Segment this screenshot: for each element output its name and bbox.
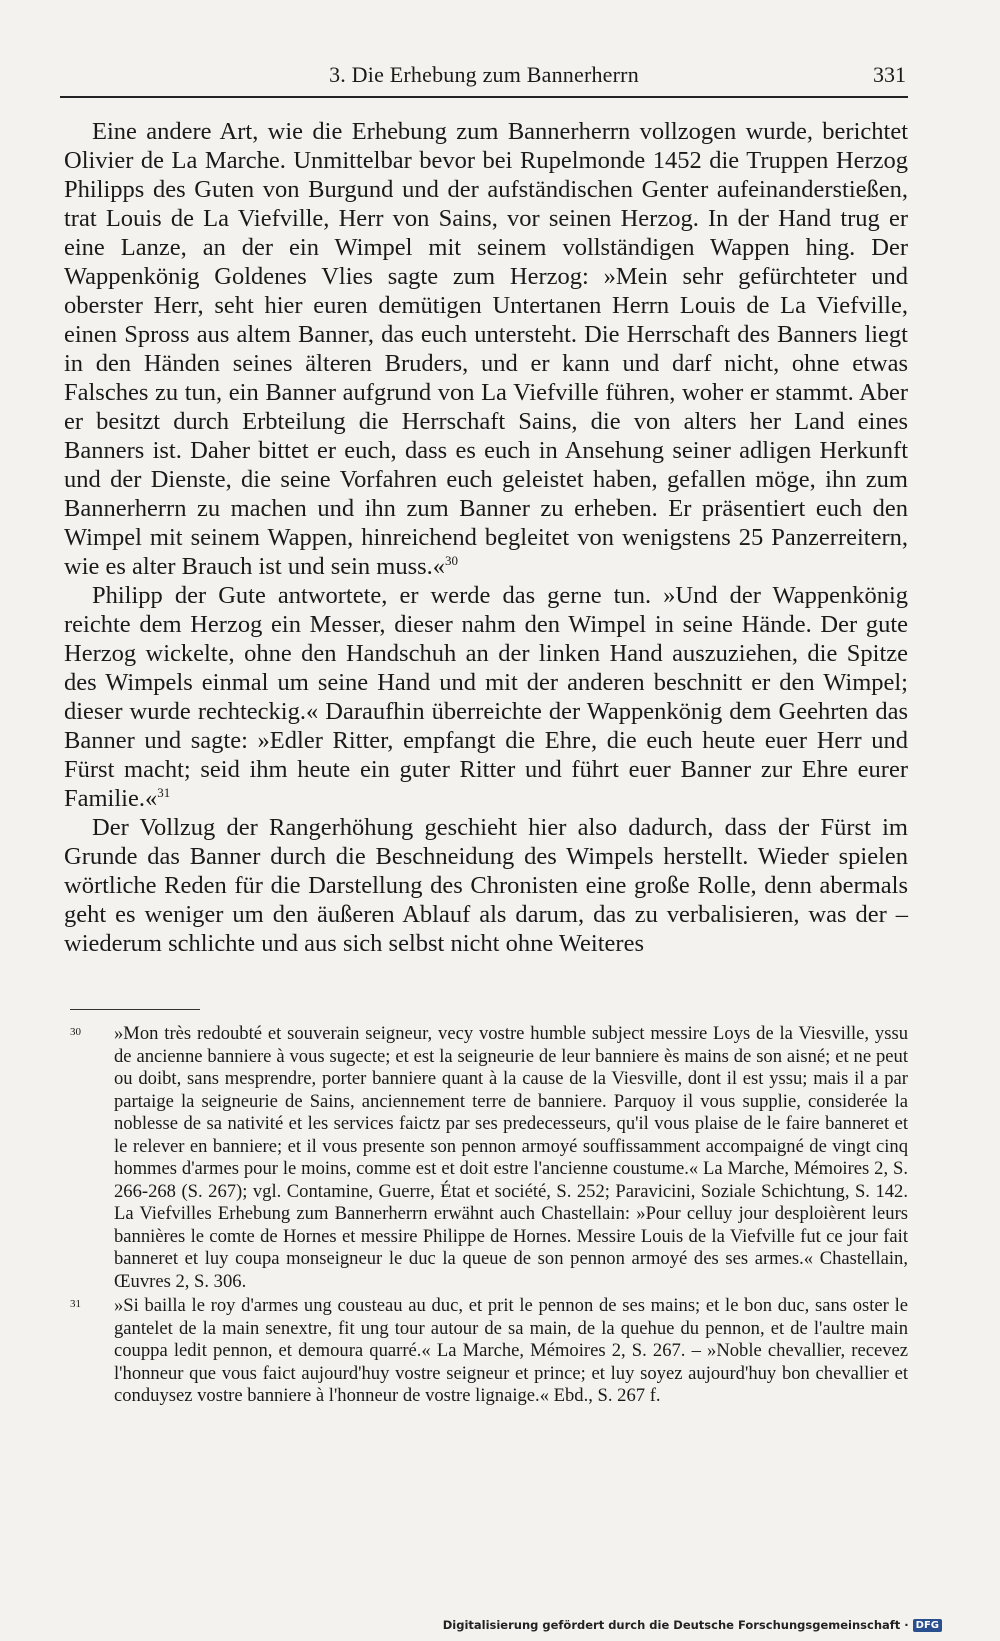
footnote [70,1023,908,1293]
footnote [70,1295,908,1408]
paragraph-text: Der Vollzug der Rangerhöhung geschieht hier also dadurch, dass der Fürst im Grunde das Banner durch die Beschneidung des Wimpels herstellt. Wieder spielen wörtliche Reden für die Darstellung des Chronisten eine große Rolle, denn abermals geht es weniger um den äußeren Ablauf als darum, das zu verbalisieren, was der – wiederum schlichte und aus sich selbst nicht ohne Weiteres [64,814,908,957]
chapter-title: 3. Die Erhebung zum Bannerherrn [329,62,639,87]
page-number: 331 [873,62,906,87]
credit-text: Digitalisierung gefördert durch die Deutsche Forschungsgemeinschaft · [442,1618,909,1632]
paragraph-text: Philipp der Gute antwortete, er werde das gerne tun. »Und der Wappenkönig reichte dem Herzog ein Messer, dieser nahm den Wimpel in seine Hände. Der gute Herzog wickelte, ohne den Handschuh an der linken Hand auszuziehen, die Spitze des Wimpels einmal um seine Hand und mit der anderen beschnitt er den Wimpel; dieser wurde rechteckig.« Daraufhin überreichte der Wappenkönig dem Geehrten das Banner und sagte: »Edler Ritter, empfangt die Ehre, die euch heute euer Herr und Fürst macht; seid ihm heute ein guter Ritter und führt euer Banner zur Ehre eurer Familie.« [64,582,908,812]
footnote-number: 31 [70,1298,81,1310]
footnote-text: »Si bailla le roy d'armes ung cousteau au duc, et prit le pennon de ses mains; et le bon duc, sans oster le gantelet de la main senextre, fit ung tour autour de sa main, de la quehue du pennon, et de l'aultre main couppa ledit pennon, et demoura quarré.« La Marche, Mémoires 2, S. 267. – »Noble chevallier, recevez l'honneur que vous faict aujourd'huy vostre seigneur et prince; et luy soyez aujourd'huy bon chevallier et conduysez vostre banniere à l'honneur de vostre lignaige.« Ebd., S. 267 f. [114,1295,908,1406]
footnote-text: »Mon très redoubté et souverain seigneur, vecy vostre humble subject messire Loys de la Viesville, yssu de ancienne banniere à vous sugecte; et est la seigneurie de leur banniere ès mains de son aisné; et ne peut ou doibt, sans mesprendre, porter banniere quant à la cause de la Viesville, dont il est yssu; mais il a par partaige la seigneurie de Sains, anciennement terre de banniere. Parquoy il vous supplie, considerée la noblesse de sa nativité et les services faictz par ses predecesseurs, qu'il vous plaise de le faire banneret et le relever en banniere; et il vous presente son pennon armoyé souffissamment accompaigné de vingt cinq hommes d'armes pour le moins, comme est et doit estre l'ancienne coustume.« La Marche, Mémoires 2, S. 266-268 (S. 267); vgl. Contamine, Guerre, État et société, S. 252; Paravicini, Soziale Schichtung, S. 142. La Viefvilles Erhebung zum Bannerherrn erwähnt auch Chastellain: »Pour celluy jour desploièrent leurs bannières le comte de Hornes et messire Philippe de Hornes. Messire Louis de la Viefville fut ce jour fait banneret et luy coupa monseigneur le duc la queue de son pennon armoyé des ses armes.« Chastellain, Œuvres 2, S. 306. [114,1023,908,1292]
paragraph [64,581,908,813]
footnote-reference[interactable]: 30 [445,553,459,568]
digitization-credit [443,1618,942,1632]
footnote-reference[interactable]: 31 [157,785,171,800]
footnote-number: 30 [70,1026,81,1038]
dfg-logo: DFG [913,1619,942,1632]
paragraph-text: Eine andere Art, wie die Erhebung zum Bannerherrn vollzogen wurde, berichtet Olivier de La Marche. Unmittelbar bevor bei Rupelmonde 1452 die Truppen Herzog Philipps des Guten von Burgund und der aufständischen Genter aufeinanderstießen, trat Louis de La Viefville, Herr von Sains, vor seinen Herzog. In der Hand trug er eine Lanze, an der ein Wimpel mit seinem vollständigen Wappen hing. Der Wappenkönig Goldenes Vlies sagte zum Herzog: »Mein sehr gefürchteter und oberster Herr, seht hier euren demütigen Untertanen Herrn Louis de La Viefville, einen Spross aus altem Banner, das euch untersteht. Die Herrschaft des Banners liegt in den Händen seines älteren Bruders, und er kann und darf nicht, ohne etwas Falsches zu tun, ein Banner aufgrund von La Viefville führen, woher er stammt. Aber er besitzt durch Erbteilung die Herrschaft Sains, die von alters her Land eines Banners ist. Daher bittet er euch, dass es euch in Ansehung seiner adligen Herkunft und der Dienste, die seine Vorfahren euch geleistet haben, gefallen möge, ihn zum Bannerherrn zu machen und ihn zum Banner zu erheben. Er präsentiert euch den Wimpel mit seinem Wappen, hinreichend begleitet von wenigstens 25 Panzerreitern, wie es alter Brauch ist und sein muss.« [64,118,908,580]
main-text [64,117,908,958]
footnote-separator [70,1009,200,1010]
footnotes [70,1023,908,1410]
paragraph [64,117,908,581]
paragraph [64,813,908,958]
running-header [60,56,908,98]
